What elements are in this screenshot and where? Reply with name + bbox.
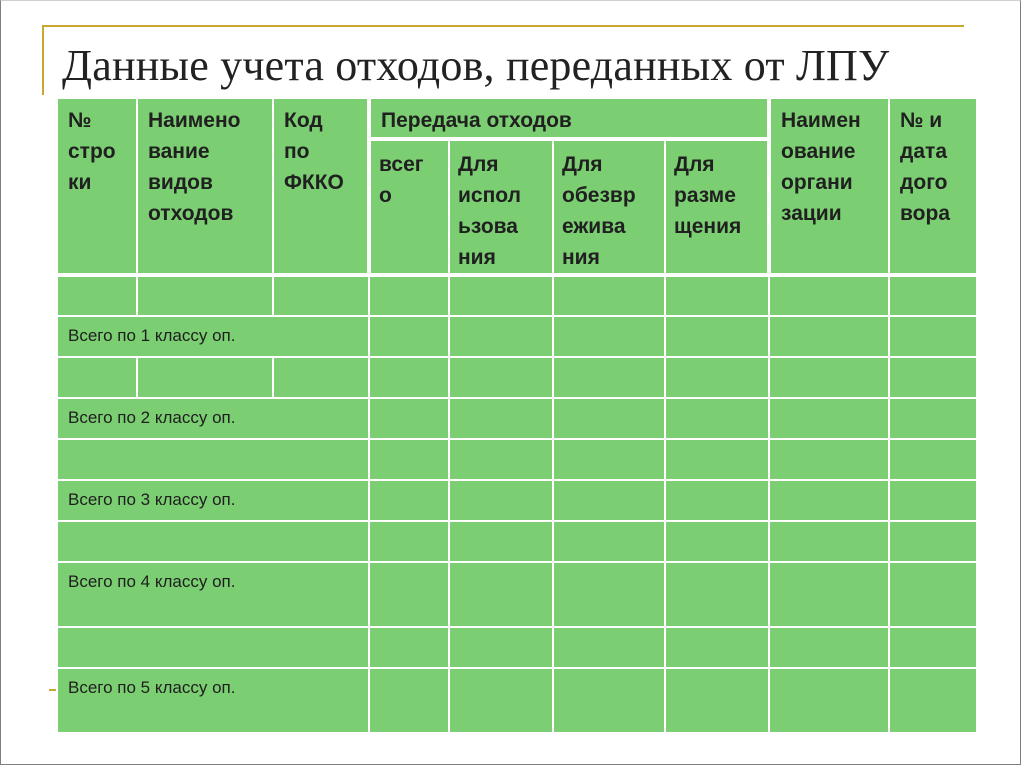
row-total-label: Всего по 5 классу оп. [57,668,369,733]
table-cell [273,275,369,316]
accent-rule-top [44,25,964,27]
waste-table [56,97,978,734]
table-cell [769,480,889,521]
table-cell [57,275,137,316]
table-cell [553,562,665,627]
header-transfer-total: всег о [369,139,449,275]
table-cell [369,275,449,316]
table-row [57,627,977,668]
table-row-total [57,668,977,733]
table-cell [665,562,769,627]
table-row-total [57,480,977,521]
table-cell [369,521,449,562]
table-row [57,521,977,562]
table-row-total [57,562,977,627]
header-row-1 [57,98,977,139]
table-cell [889,627,977,668]
table-cell [273,357,369,398]
table-cell [889,480,977,521]
table-cell [769,668,889,733]
header-contract: № и дата дого вора [889,98,977,275]
table-row [57,439,977,480]
table-cell [369,439,449,480]
table-cell [449,627,553,668]
row-total-label: Всего по 4 классу оп. [57,562,369,627]
header-org-name: Наимен ование органи зации [769,98,889,275]
table-cell [449,668,553,733]
table-cell [889,398,977,439]
slide-title: Данные учета отходов, переданных от ЛПУ [62,41,890,90]
table-cell [137,357,273,398]
table-cell [665,668,769,733]
table-cell [769,562,889,627]
table-cell [889,521,977,562]
table-cell [553,316,665,357]
table-cell [57,439,369,480]
table-cell [769,275,889,316]
table-cell [553,275,665,316]
table-row [57,357,977,398]
table-cell [553,668,665,733]
header-fkko-code: Код по ФККО [273,98,369,275]
table-cell [665,398,769,439]
table-cell [449,439,553,480]
table-cell [449,521,553,562]
table-cell [769,357,889,398]
table-cell [369,668,449,733]
table-cell [57,357,137,398]
table-cell [889,275,977,316]
table-cell [889,316,977,357]
table-cell [449,316,553,357]
table-cell [665,627,769,668]
table-cell [665,316,769,357]
table-cell [449,275,553,316]
table-cell [665,439,769,480]
table-cell [889,357,977,398]
table-cell [449,480,553,521]
table-cell [57,627,369,668]
table-cell [553,398,665,439]
table-cell [769,521,889,562]
header-transfer-neutralize: Для обезвр ежива ния [553,139,665,275]
header-transfer-use: Для испол ьзова ния [449,139,553,275]
table-cell [449,357,553,398]
table-cell [889,668,977,733]
table-row-total [57,398,977,439]
accent-rule-left [42,25,44,95]
table-cell [665,357,769,398]
table-cell [369,627,449,668]
table-cell [769,439,889,480]
header-waste-name: Наимено вание видов отходов [137,98,273,275]
table-cell [369,357,449,398]
table-cell [449,398,553,439]
table-cell [553,627,665,668]
table-cell [137,275,273,316]
table-cell [665,521,769,562]
header-transfer: Передача отходов [369,98,769,139]
table-cell [769,316,889,357]
table-cell [553,357,665,398]
table-cell [553,439,665,480]
table-cell [889,562,977,627]
table-row-total [57,316,977,357]
row-total-label: Всего по 2 классу оп. [57,398,369,439]
header-transfer-disposal: Для разме щения [665,139,769,275]
table-cell [665,480,769,521]
table-cell [553,480,665,521]
table-cell [769,398,889,439]
header-row-no: № стро ки [57,98,137,275]
table-cell [57,521,369,562]
table-cell [769,627,889,668]
row-total-label: Всего по 1 классу оп. [57,316,369,357]
table-cell [369,398,449,439]
table-cell [369,562,449,627]
table-cell [665,275,769,316]
table-cell [553,521,665,562]
table-cell [449,562,553,627]
table-row [57,275,977,316]
row-total-label: Всего по 3 классу оп. [57,480,369,521]
table-cell [369,316,449,357]
table-cell [369,480,449,521]
table-cell [889,439,977,480]
